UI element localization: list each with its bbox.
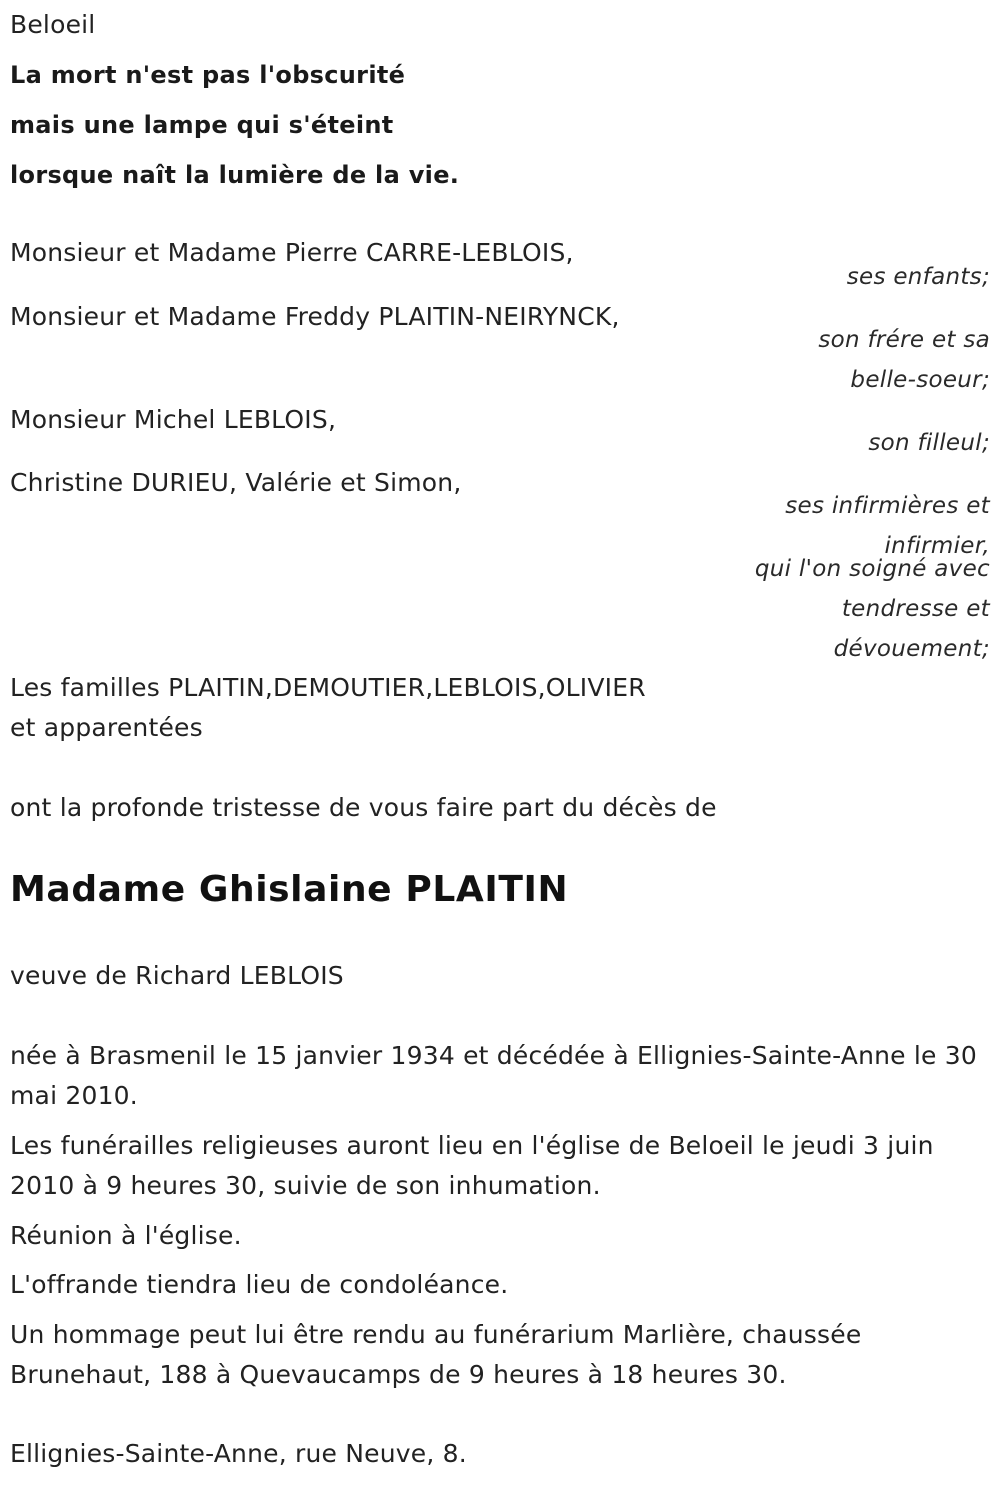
poem-line-2: mais une lampe qui s'éteint <box>10 111 394 139</box>
announcement-text: ont la profonde tristesse de vous faire part du décès de <box>10 793 717 822</box>
birth-death-paragraph: née à Brasmenil le 15 janvier 1934 et décédée à Ellignies-Sainte-Anne le 30 mai 2010. <box>10 1041 977 1110</box>
address-footer: Ellignies-Sainte-Anne, rue Neuve, 8. <box>10 1439 467 1468</box>
relation-4-line-2: infirmier, <box>884 533 990 559</box>
offering-paragraph: L'offrande tiendra lieu de condoléance. <box>10 1270 509 1299</box>
widow-of: veuve de Richard LEBLOIS <box>10 961 344 990</box>
families-line-2: et apparentées <box>10 713 203 742</box>
relation-4-line-1: ses infirmières et <box>785 493 990 519</box>
relation-2-line-1: son frére et sa <box>818 327 990 353</box>
location-header: Beloeil <box>10 10 96 39</box>
tribute-paragraph: Un hommage peut lui être rendu au funérarium Marlière, chaussée Brunehaut, 188 à Quevaucamps de 9 heures à 18 heures 30. <box>10 1320 862 1389</box>
family-member-3: Monsieur Michel LEBLOIS, <box>10 405 337 434</box>
family-member-1: Monsieur et Madame Pierre CARRE-LEBLOIS, <box>10 238 574 267</box>
meeting-paragraph: Réunion à l'église. <box>10 1221 242 1250</box>
deceased-name: Madame Ghislaine PLAITIN <box>10 869 569 910</box>
family-member-4: Christine DURIEU, Valérie et Simon, <box>10 468 462 497</box>
poem-line-3: lorsque naît la lumière de la vie. <box>10 161 460 189</box>
relation-1: ses enfants; <box>846 264 990 290</box>
relation-4-line-5: dévouement; <box>833 636 990 662</box>
family-member-2: Monsieur et Madame Freddy PLAITIN-NEIRYNCK, <box>10 302 620 331</box>
relation-4-line-4: tendresse et <box>841 596 990 622</box>
relation-2-line-2: belle-soeur; <box>850 367 990 393</box>
relation-3: son filleul; <box>868 430 990 456</box>
poem-line-1: La mort n'est pas l'obscurité <box>10 61 406 89</box>
relation-4-line-3: qui l'on soigné avec <box>754 556 990 582</box>
funeral-paragraph: Les funérailles religieuses auront lieu en l'église de Beloeil le jeudi 3 juin 2010 à 9 heures 30, suivie de son inhumation. <box>10 1131 934 1200</box>
families-line-1: Les familles PLAITIN,DEMOUTIER,LEBLOIS,OLIVIER <box>10 673 646 702</box>
